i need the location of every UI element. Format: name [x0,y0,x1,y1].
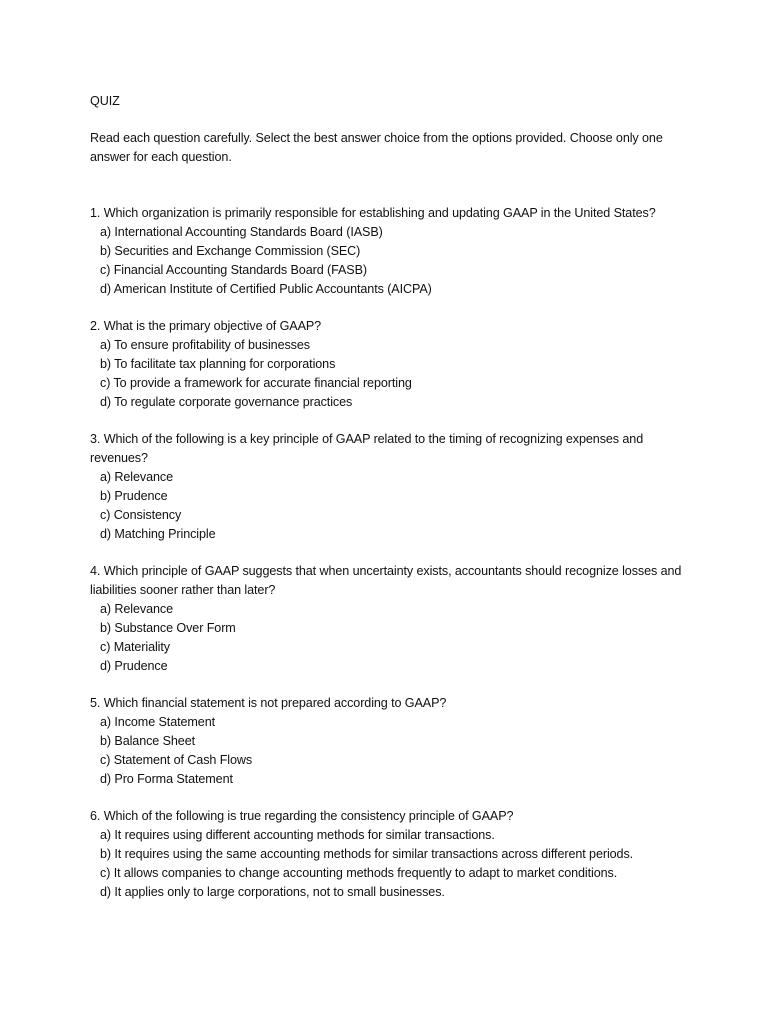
instructions-text: Read each question carefully. Select the best answer choice from the options provided. Choose only one answer for each question. [90,131,663,164]
answer-option-b: b) Prudence [100,489,168,503]
answer-options [90,468,690,544]
answer-options [90,223,690,299]
question-stem: 6. Which of the following is true regarding the consistency principle of GAAP? [90,809,514,823]
answer-option-d: d) It applies only to large corporations, not to small businesses. [100,885,445,899]
document-page [90,92,690,920]
answer-option-c: c) Materiality [100,640,170,654]
answer-option-d: d) Matching Principle [100,527,216,541]
answer-option-b: b) To facilitate tax planning for corporations [100,357,336,371]
answer-option-c: c) Consistency [100,508,182,522]
answer-option-b: b) Balance Sheet [100,734,196,748]
question-4 [90,562,690,676]
answer-option-a: a) Relevance [100,470,174,484]
answer-option-a: a) Income Statement [100,715,215,729]
question-stem: 1. Which organization is primarily responsible for establishing and updating GAAP in the United States? [90,206,656,220]
question-stem: 4. Which principle of GAAP suggests that when uncertainty exists, accountants should recognize losses and liabilities sooner rather than later? [90,564,682,597]
answer-option-d: d) Pro Forma Statement [100,772,233,786]
answer-option-c: c) Statement of Cash Flows [100,753,253,767]
question-stem: 5. Which financial statement is not prepared according to GAAP? [90,696,447,710]
question-3 [90,430,690,544]
answer-option-d: d) American Institute of Certified Public Accountants (AICPA) [100,282,432,296]
answer-option-d: d) Prudence [100,659,168,673]
answer-option-b: b) Substance Over Form [100,621,236,635]
answer-options [90,826,690,902]
answer-options [90,600,690,676]
answer-option-a: a) It requires using different accounting methods for similar transactions. [100,828,495,842]
question-2 [90,317,690,412]
document-title: QUIZ [90,94,120,108]
answer-option-c: c) To provide a framework for accurate financial reporting [100,376,412,390]
answer-option-c: c) It allows companies to change accounting methods frequently to adapt to market conditions. [100,866,618,880]
answer-option-d: d) To regulate corporate governance practices [100,395,353,409]
answer-option-c: c) Financial Accounting Standards Board (FASB) [100,263,368,277]
question-1 [90,204,690,299]
answer-options [90,713,690,789]
question-stem: 2. What is the primary objective of GAAP? [90,319,322,333]
question-5 [90,694,690,789]
answer-option-b: b) It requires using the same accounting methods for similar transactions across different periods. [100,847,634,861]
question-stem: 3. Which of the following is a key principle of GAAP related to the timing of recognizing expenses and revenues? [90,432,644,465]
answer-option-b: b) Securities and Exchange Commission (SEC) [100,244,361,258]
answer-option-a: a) To ensure profitability of businesses [100,338,310,352]
answer-option-a: a) Relevance [100,602,174,616]
question-6 [90,807,690,902]
answer-options [90,336,690,412]
answer-option-a: a) International Accounting Standards Board (IASB) [100,225,383,239]
